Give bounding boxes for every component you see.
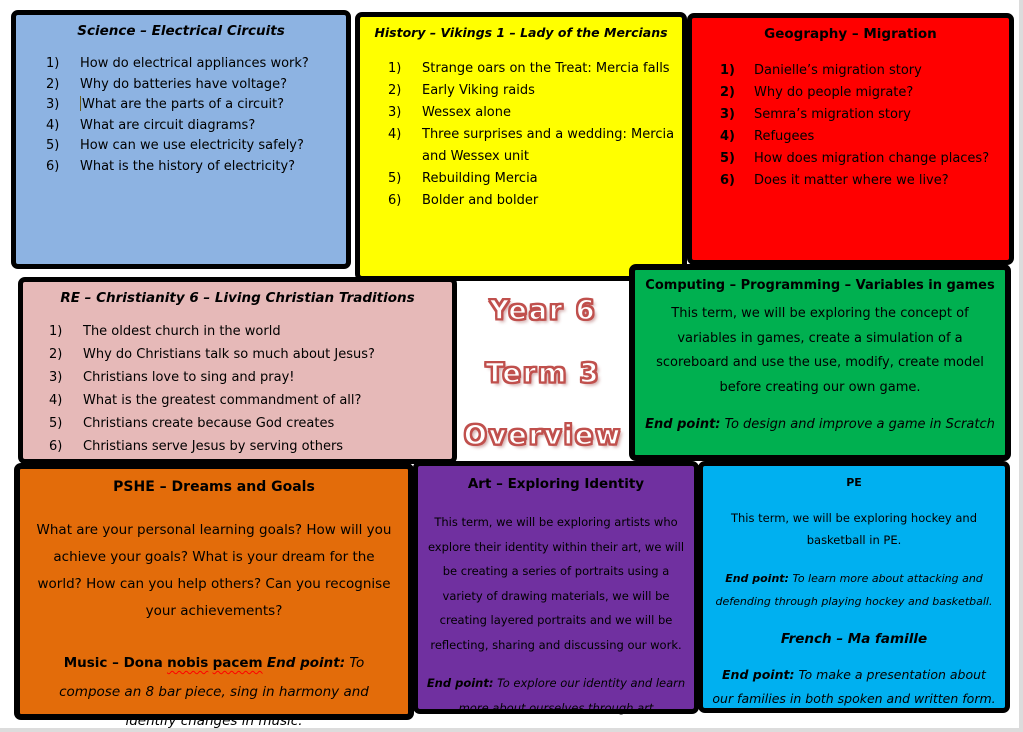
geography-question-list: [720, 60, 1009, 192]
pshe-text-box[interactable]: [14, 463, 414, 729]
re-text-box[interactable]: [18, 277, 457, 464]
computing-text-box[interactable]: [629, 264, 1011, 461]
history-question-list: [388, 58, 682, 212]
list-item: Wessex alone: [422, 105, 512, 120]
list-item: Refugees: [754, 129, 815, 144]
end-point-text: To learn more about attacking and defending through playing hockey and basketball.: [715, 572, 993, 608]
pshe-title: PSHE – Dreams and Goals: [113, 479, 315, 495]
list-item: Semra’s migration story: [754, 107, 911, 122]
science-title: Science – Electrical Circuits: [77, 23, 285, 39]
end-point-label: End point:: [725, 572, 789, 585]
art-title: Art – Exploring Identity: [467, 476, 645, 492]
music-section: [32, 649, 396, 732]
page-title-line-2: Term 3: [485, 357, 601, 389]
list-item: Why do Christians talk so much about Jesus?: [83, 347, 375, 362]
end-point-label: End point:: [645, 417, 721, 432]
re-question-list: [49, 320, 452, 458]
list-item: What is the history of electricity?: [80, 158, 296, 174]
re-title: RE – Christianity 6 – Living Christian Traditions: [60, 290, 415, 306]
end-point-text: To design and improve a game in Scratch: [724, 417, 995, 432]
list-item: What are the parts of a circuit?: [82, 97, 285, 112]
computing-end-point: [643, 417, 997, 432]
end-point-label: End point:: [426, 676, 494, 690]
list-item: How does migration change places?: [754, 151, 990, 166]
art-body: This term, we will be exploring artists who explore their identity within their art, we will be creating a series of portraits using a variety of drawing materials, we will be creating layered portraits and we will be reflecting, sharing and discussing our work.: [427, 515, 685, 652]
music-title-prefix: Music – Dona: [63, 655, 163, 671]
list-item: Christians love to sing and pray!: [83, 370, 295, 385]
end-point-text: To compose an 8 bar piece, sing in harmony and identify changes in music.: [59, 655, 369, 729]
list-item: Rebuilding Mercia: [422, 171, 538, 186]
french-title: French – Ma famille: [780, 631, 928, 647]
misspelled-word: pacem: [212, 655, 263, 671]
list-item: Christians serve Jesus by serving others: [83, 439, 344, 454]
list-item: Danielle’s migration story: [754, 63, 922, 78]
end-point-text: To explore our identity and learn more about ourselves through art: [458, 676, 686, 715]
end-point-text: To make a presentation about our families in both spoken and written form.: [712, 667, 996, 706]
science-text-box[interactable]: [11, 10, 351, 269]
computing-title: Computing – Programming – Variables in games: [645, 278, 995, 293]
list-item: Does it matter where we live?: [754, 173, 949, 188]
misspelled-word: nobis: [167, 655, 209, 671]
list-item: How do electrical appliances work?: [80, 56, 309, 71]
list-item: Bolder and bolder: [422, 193, 539, 208]
geography-text-box[interactable]: [687, 13, 1014, 265]
list-item: Three surprises and a wedding: Mercia and Wessex unit: [422, 127, 675, 164]
list-item: What is the greatest commandment of all?: [83, 393, 362, 408]
pe-text-box[interactable]: [698, 461, 1010, 713]
list-item: How can we use electricity safely?: [80, 138, 304, 153]
list-item: Early Viking raids: [422, 83, 535, 98]
center-title-panel: [457, 281, 629, 461]
list-item: Christians create because God creates: [83, 416, 335, 431]
list-item: What are circuit diagrams?: [80, 117, 256, 133]
list-item: Why do people migrate?: [754, 85, 914, 100]
art-end-point: [426, 671, 686, 720]
art-text-box[interactable]: [413, 461, 699, 714]
end-point-label: End point:: [266, 655, 346, 671]
text-cursor: [80, 96, 81, 111]
page-title-line-3: Overview: [463, 420, 623, 451]
history-text-box[interactable]: [355, 12, 687, 281]
geography-title: Geography – Migration: [764, 26, 937, 42]
pe-title: PE: [846, 476, 862, 489]
pe-body: This term, we will be exploring hockey and basketball in PE.: [730, 511, 978, 547]
french-end-point: [711, 663, 997, 711]
computing-body: This term, we will be exploring the concept of variables in games, create a simulation of a scoreboard and use the use, modify, create model before creating our own game.: [656, 306, 984, 395]
pshe-body: What are your personal learning goals? How will you achieve your goals? What is your dream for the world? How can you help others? Can you recognise your achievements?: [36, 522, 392, 619]
list-item: Why do batteries have voltage?: [80, 76, 288, 92]
end-point-label: End point:: [722, 667, 795, 682]
list-item: Strange oars on the Treat: Mercia falls: [422, 61, 670, 76]
pe-end-point: [709, 567, 999, 613]
history-title: History – Vikings 1 – Lady of the Mercians: [374, 25, 668, 40]
science-question-list: [46, 54, 346, 177]
list-item: The oldest church in the world: [83, 324, 281, 339]
page-title-line-1: Year 6: [489, 295, 597, 326]
